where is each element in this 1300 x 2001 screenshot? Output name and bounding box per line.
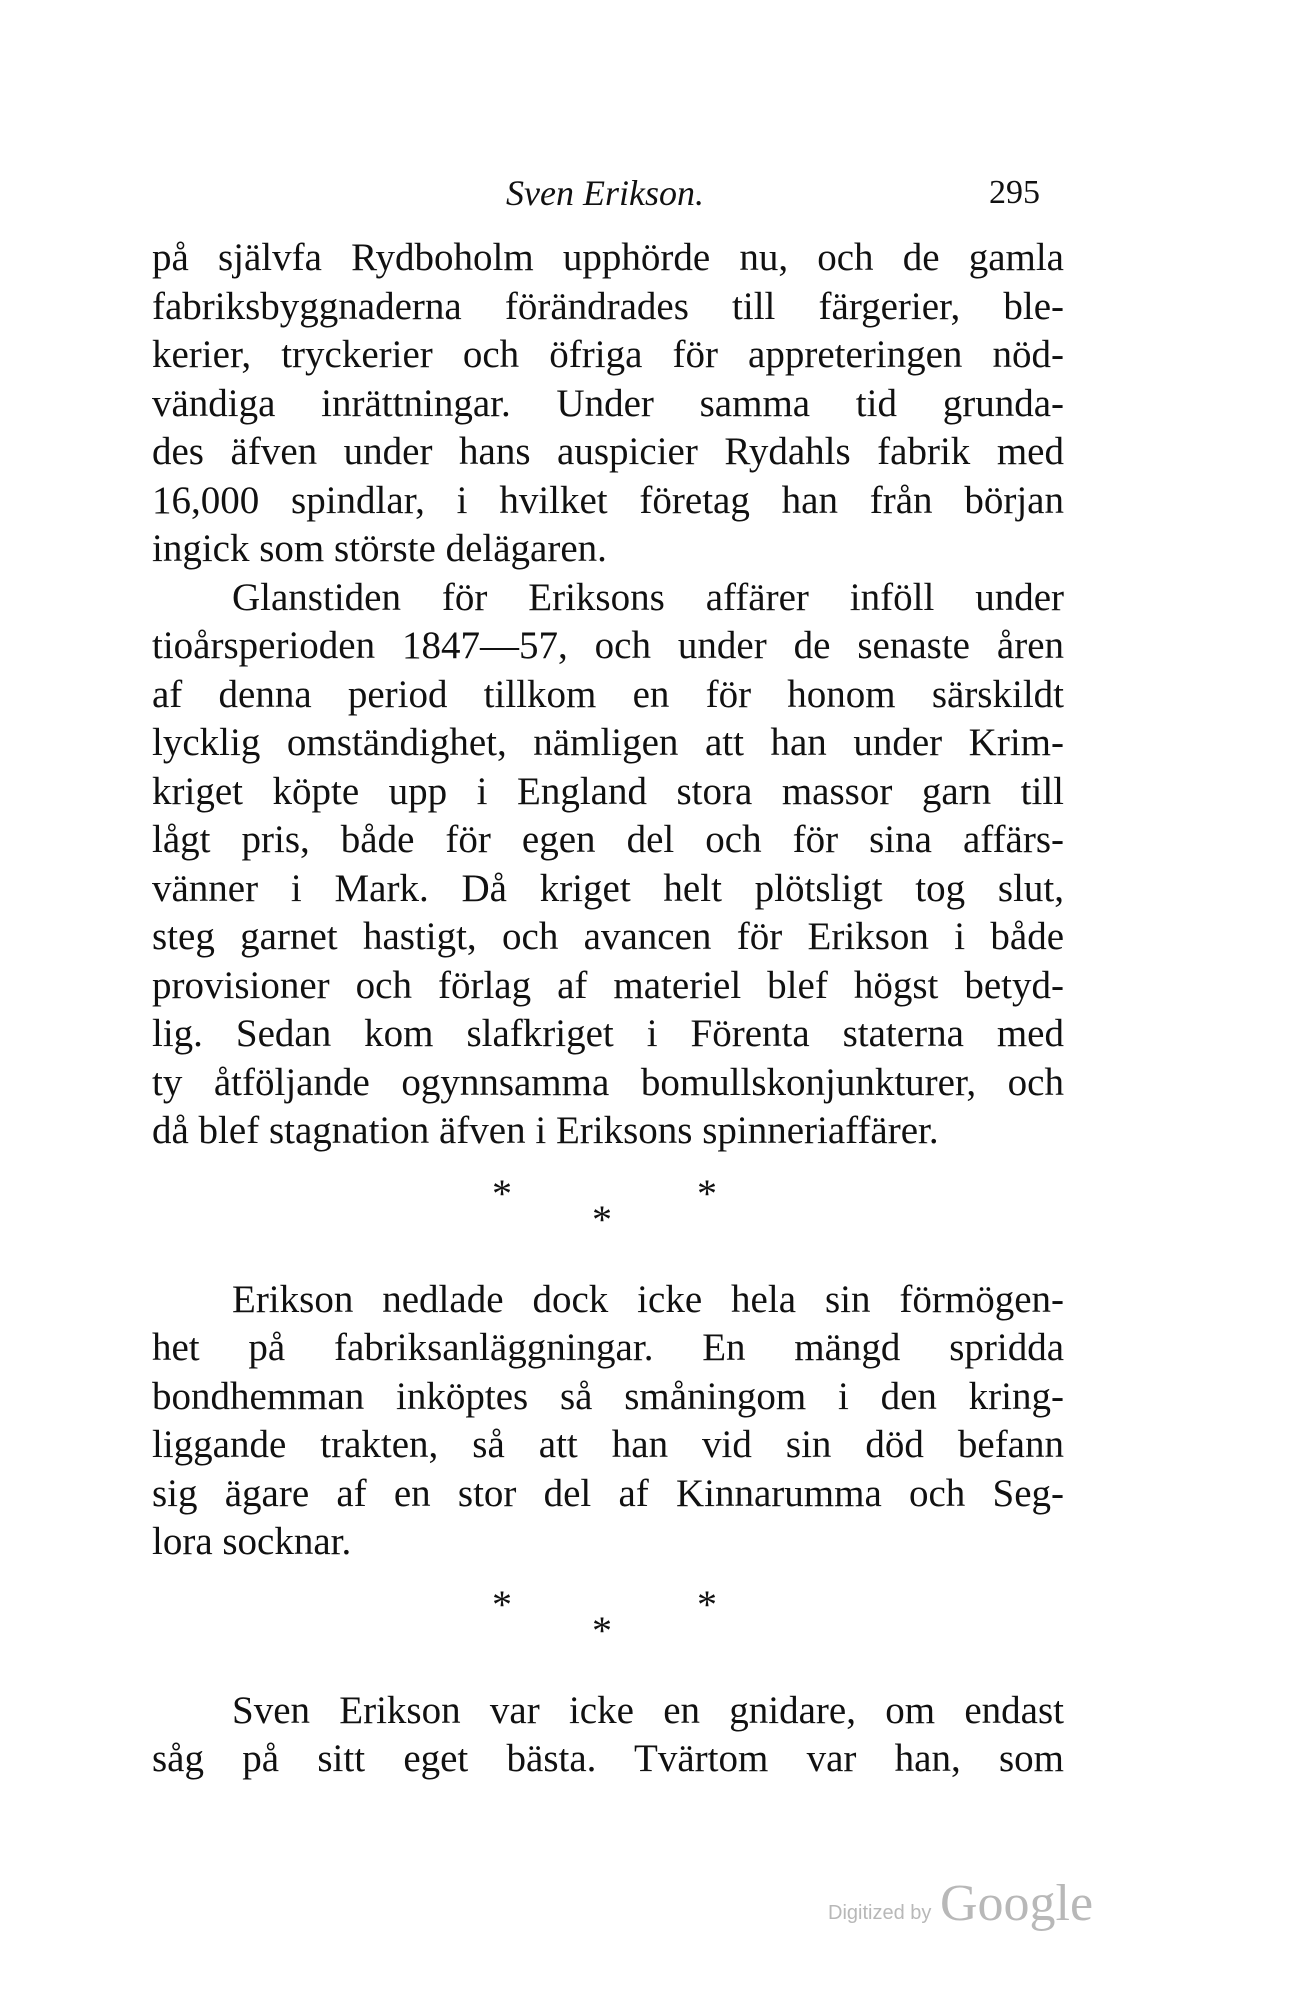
text-line: sig ägare af en stor del af Kinnarumma och Seg-	[152, 1471, 1064, 1515]
text-line: Sven Erikson var icke en gnidare, om endast	[232, 1688, 1064, 1732]
asterisk: *	[697, 1170, 717, 1216]
text-line: vänner i Mark. Då kriget helt plötsligt tog slut,	[152, 866, 1064, 910]
paragraph-4	[152, 1687, 1064, 1784]
section-divider-asterism	[152, 1567, 1064, 1687]
text-line: fabriksbyggnaderna förändrades till färgerier, ble-	[152, 284, 1064, 328]
page-number: 295	[989, 174, 1040, 211]
watermark-brand: Google	[940, 1875, 1094, 1932]
paragraph-1	[152, 234, 1064, 574]
text-line: bondhemman inköptes så småningom i den kring-	[152, 1374, 1064, 1418]
text-line: kriget köpte upp i England stora massor garn till	[152, 769, 1064, 813]
text-line: Glanstiden för Eriksons affärer inföll under	[232, 575, 1064, 619]
text-line: på självfa Rydboholm upphörde nu, och de gamla	[152, 236, 1064, 279]
section-divider-asterism	[152, 1156, 1064, 1276]
paragraph-2	[152, 574, 1064, 1156]
asterisk: *	[592, 1196, 612, 1242]
text-line: såg på sitt eget bästa. Tvärtom var han, som	[152, 1737, 1064, 1780]
running-title: Sven Erikson.	[506, 173, 704, 213]
text-line: lig. Sedan kom slafkriget i Förenta staterna med	[152, 1012, 1064, 1055]
asterisk: *	[492, 1170, 512, 1216]
text-line: ingick som störste delägaren.	[152, 527, 607, 570]
asterisk: *	[592, 1607, 612, 1653]
text-line: ty åtföljande ogynnsamma bomullskonjunkturer, och	[152, 1060, 1064, 1104]
text-line: steg garnet hastigt, och avancen för Erikson i både	[152, 915, 1064, 958]
paragraph-3	[152, 1276, 1064, 1567]
text-line: lora socknar.	[152, 1520, 352, 1563]
text-line: tioårsperioden 1847—57, och under de senaste åren	[152, 624, 1064, 667]
running-head	[150, 168, 1060, 218]
text-line: het på fabriksanläggningar. En mängd spridda	[152, 1326, 1064, 1369]
watermark-prefix: Digitized by	[828, 1902, 932, 1924]
text-line: liggande trakten, så att han vid sin död befann	[152, 1423, 1064, 1466]
text-line: vändiga inrättningar. Under samma tid grunda-	[152, 381, 1064, 425]
text-block	[152, 234, 1064, 1784]
digitized-by-google-watermark	[828, 1876, 1098, 1936]
text-line: Erikson nedlade dock icke hela sin förmögen-	[232, 1277, 1064, 1321]
asterisk: *	[697, 1581, 717, 1627]
text-line: då blef stagnation äfven i Eriksons spinneriaffärer.	[152, 1109, 939, 1152]
text-line: des äfven under hans auspicier Rydahls fabrik med	[152, 430, 1064, 473]
text-line: 16,000 spindlar, i hvilket företag han från början	[152, 478, 1064, 522]
text-line: provisioner och förlag af materiel blef högst betyd-	[152, 963, 1064, 1007]
text-line: af denna period tillkom en för honom särskildt	[152, 672, 1064, 716]
text-line: lågt pris, både för egen del och för sina affärs-	[152, 818, 1064, 861]
text-line: lycklig omständighet, nämligen att han under Krim-	[152, 721, 1064, 764]
asterisk: *	[492, 1581, 512, 1627]
text-line: kerier, tryckerier och öfriga för appreteringen nöd-	[152, 333, 1064, 376]
